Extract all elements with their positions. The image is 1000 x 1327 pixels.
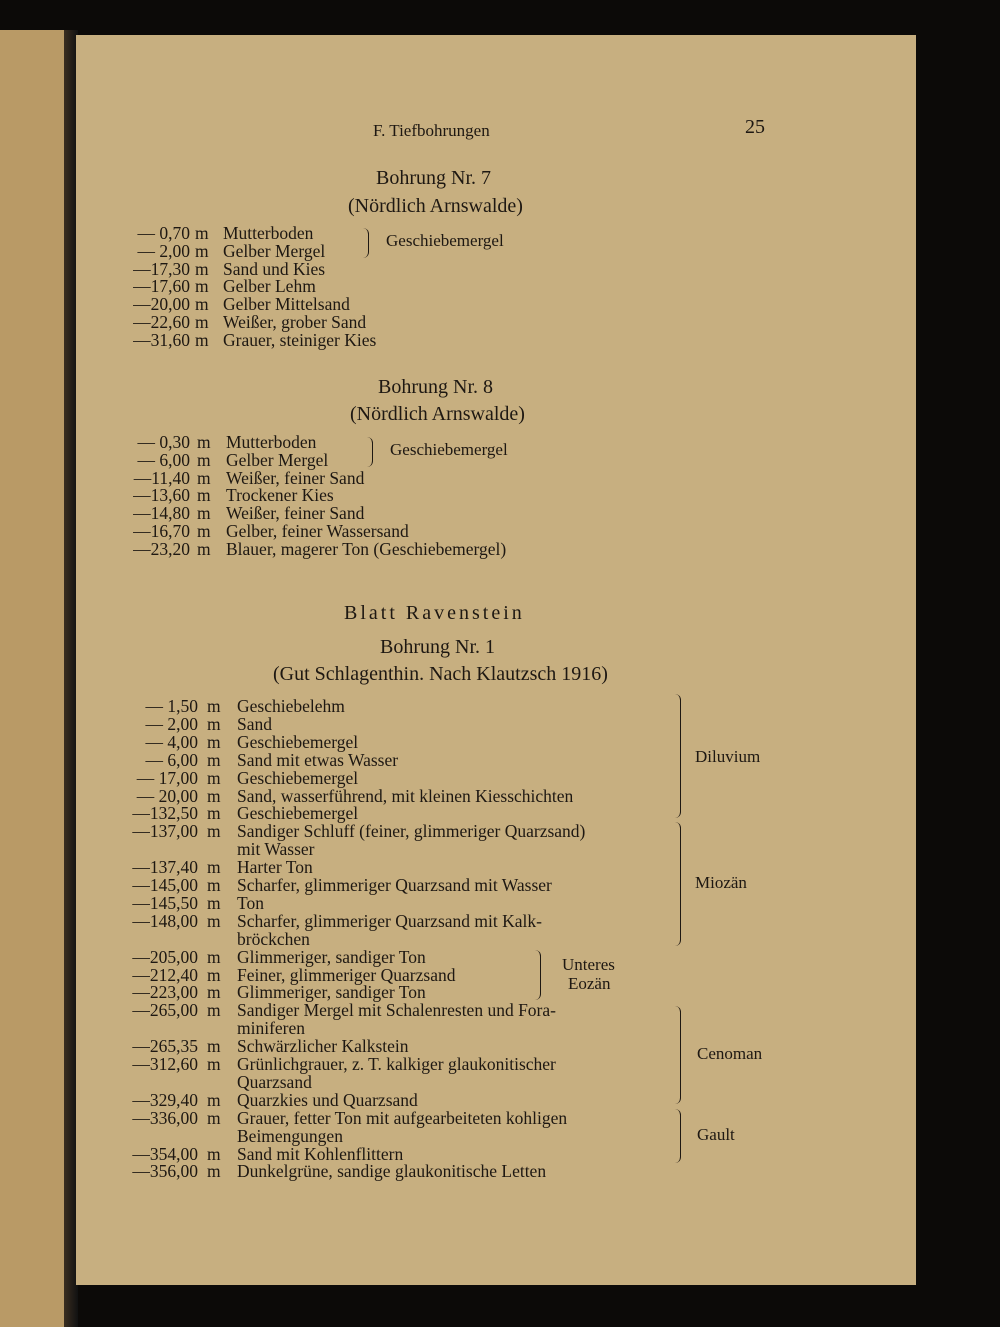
r1-title: Bohrung Nr. 1	[380, 636, 495, 658]
b8-bracket	[366, 437, 373, 467]
b8-subtitle: (Nördlich Arnswalde)	[350, 403, 525, 425]
layer-description: Grauer, steiniger Kies	[223, 329, 377, 350]
b8-title: Bohrung Nr. 8	[378, 376, 493, 398]
depth-value: —212,40	[132, 964, 198, 985]
depth-value: —148,00	[132, 910, 198, 931]
depth-value: —17,60	[133, 276, 190, 297]
depth-value: —137,40	[132, 857, 198, 878]
layer-description: Gelber Mergel	[223, 240, 326, 261]
depth-unit: m	[195, 294, 209, 315]
depth-unit: m	[197, 503, 211, 524]
depth-value: —223,00	[132, 982, 198, 1003]
depth-value: —22,60	[133, 312, 190, 332]
depth-unit: m	[207, 1161, 221, 1182]
r1-subtitle: (Gut Schlagenthin. Nach Klautzsch 1916)	[273, 663, 608, 685]
depth-value: — 6,00	[145, 749, 198, 770]
layer-description: Trockener Kies	[226, 485, 334, 506]
depth-unit: m	[207, 731, 221, 752]
depth-unit: m	[207, 696, 221, 716]
depth-value: —13,60	[133, 485, 190, 506]
layer-description: Glimmeriger, sandiger Ton	[237, 946, 426, 967]
layer-description: Geschiebelehm	[237, 696, 345, 716]
depth-unit: m	[195, 329, 209, 350]
depth-unit: m	[207, 964, 221, 985]
layer-description: Ton	[237, 892, 264, 913]
gault-bracket	[672, 1109, 681, 1163]
b7-group-label: Geschiebemergel	[386, 231, 504, 250]
layer-description: Quarzkies und Quarzsand	[237, 1089, 418, 1110]
layer-description: miniferen	[237, 1018, 306, 1039]
layer-description: Sand mit etwas Wasser	[237, 749, 399, 770]
layer-description: bröckchen	[237, 928, 310, 949]
depth-value: —137,00	[132, 821, 198, 842]
depth-value: —145,00	[132, 875, 198, 895]
depth-unit: m	[207, 1000, 221, 1021]
depth-unit: m	[207, 946, 221, 967]
layer-description: Grauer, fetter Ton mit aufgearbeiteten kohligen	[237, 1107, 568, 1128]
layer-description: Geschiebemergel	[237, 731, 359, 752]
depth-unit: m	[207, 1107, 221, 1128]
depth-value: — 2,00	[145, 713, 198, 734]
depth-unit: m	[197, 538, 211, 559]
depth-value: — 0,30	[137, 432, 190, 452]
b8-group-label: Geschiebemergel	[390, 440, 508, 459]
depth-value: — 4,00	[145, 731, 198, 752]
layer-description: Dunkelgrüne, sandige glaukonitische Letten	[237, 1161, 547, 1182]
depth-unit: m	[207, 982, 221, 1003]
layer-description: Glimmeriger, sandiger Ton	[237, 982, 426, 1003]
depth-value: —31,60	[133, 329, 190, 350]
layer-description: Scharfer, glimmeriger Quarzsand mit Kalk-	[237, 910, 542, 931]
b7-subtitle: (Nördlich Arnswalde)	[348, 195, 523, 217]
depth-unit: m	[195, 240, 209, 261]
depth-value: —329,40	[132, 1089, 198, 1110]
layer-description: Blauer, magerer Ton (Geschiebemergel)	[226, 538, 507, 559]
depth-value: — 2,00	[137, 240, 190, 261]
depth-value: — 20,00	[136, 785, 198, 806]
b7-title: Bohrung Nr. 7	[376, 167, 491, 189]
depth-unit: m	[207, 803, 221, 824]
depth-unit: m	[207, 910, 221, 931]
gault-label: Gault	[697, 1125, 735, 1144]
depth-unit: m	[207, 875, 221, 895]
depth-value: —14,80	[133, 503, 190, 524]
layer-description: Gelber Lehm	[223, 276, 316, 297]
layer-description: Harter Ton	[237, 857, 313, 878]
layer-description: Weißer, feiner Sand	[226, 503, 365, 524]
cenoman-label: Cenoman	[697, 1044, 763, 1063]
layer-description: Beimengungen	[237, 1125, 343, 1146]
layer-description: Sand	[237, 713, 272, 734]
depth-unit: m	[195, 276, 209, 297]
eozaen-bracket	[534, 950, 541, 1000]
layer-description: Gelber, feiner Wassersand	[226, 521, 409, 541]
eozaen-label-1: Unteres	[562, 955, 615, 974]
depth-value: —312,60	[132, 1054, 198, 1074]
depth-unit: m	[207, 749, 221, 770]
depth-unit: m	[207, 767, 221, 788]
depth-unit: m	[207, 892, 221, 913]
depth-unit: m	[207, 857, 221, 878]
diluvium-label: Diluvium	[695, 747, 761, 766]
layer-description: Gelber Mergel	[226, 449, 329, 470]
depth-unit: m	[207, 1089, 221, 1110]
depth-value: — 1,50	[145, 696, 198, 716]
depth-value: —336,00	[132, 1107, 198, 1128]
layer-description: Mutterboden	[223, 223, 314, 243]
layer-description: Sandiger Schluff (feiner, glimmeriger Quarzsand)	[237, 821, 586, 842]
depth-value: —205,00	[132, 946, 198, 967]
depth-value: — 6,00	[137, 449, 190, 470]
layer-description: Mutterboden	[226, 432, 317, 452]
page-number: 25	[745, 116, 765, 138]
layer-description: Sand und Kies	[223, 258, 326, 279]
eozaen-label-2: Eozän	[568, 974, 611, 993]
depth-value: — 0,70	[137, 223, 190, 243]
layer-description: Geschiebemergel	[237, 803, 359, 824]
depth-unit: m	[207, 713, 221, 734]
layer-description: Sand mit Kohlenflittern	[237, 1143, 404, 1164]
layer-description: Scharfer, glimmeriger Quarzsand mit Wasser	[237, 875, 552, 895]
layer-description: Weißer, feiner Sand	[226, 467, 365, 488]
layer-description: Sand, wasserführend, mit kleinen Kiesschichten	[237, 785, 574, 806]
depth-unit: m	[195, 223, 209, 243]
layer-description: Quarzsand	[237, 1071, 312, 1092]
layer-description: Gelber Mittelsand	[223, 294, 350, 315]
depth-unit: m	[207, 821, 221, 842]
layer-description: Schwärzlicher Kalkstein	[237, 1036, 409, 1057]
miozaen-label: Miozän	[695, 873, 747, 892]
depth-value: —145,50	[132, 892, 198, 913]
depth-unit: m	[207, 1143, 221, 1164]
sheet-title: Blatt Ravenstein	[344, 602, 525, 624]
depth-unit: m	[197, 449, 211, 470]
running-title: F. Tiefbohrungen	[373, 121, 490, 140]
layer-description: Weißer, grober Sand	[223, 312, 367, 332]
depth-value: —23,20	[133, 538, 190, 559]
depth-value: —11,40	[133, 467, 190, 488]
layer-description: Grünlichgrauer, z. T. kalkiger glaukonitischer	[237, 1054, 556, 1074]
miozaen-bracket	[672, 822, 681, 946]
depth-value: —356,00	[132, 1161, 198, 1182]
depth-value: —354,00	[132, 1143, 198, 1164]
depth-value: —16,70	[133, 521, 190, 541]
b7-bracket	[362, 228, 369, 258]
facing-page-edge	[0, 30, 64, 1327]
depth-unit: m	[197, 485, 211, 506]
depth-value: — 17,00	[136, 767, 198, 788]
depth-value: —265,00	[132, 1000, 198, 1021]
diluvium-bracket	[672, 694, 681, 818]
depth-unit: m	[197, 521, 211, 541]
layer-description: mit Wasser	[237, 839, 315, 860]
depth-unit: m	[207, 785, 221, 806]
cenoman-bracket	[672, 1006, 681, 1104]
depth-unit: m	[207, 1036, 221, 1057]
depth-value: —132,50	[132, 803, 198, 824]
depth-value: —20,00	[133, 294, 190, 315]
depth-unit: m	[207, 1054, 221, 1074]
depth-unit: m	[197, 432, 211, 452]
depth-value: —265,35	[132, 1036, 198, 1057]
layer-description: Sandiger Mergel mit Schalenresten und Fora-	[237, 1000, 556, 1021]
depth-unit: m	[195, 312, 209, 332]
layer-description: Geschiebemergel	[237, 767, 359, 788]
depth-value: —17,30	[133, 258, 190, 279]
layer-description: Feiner, glimmeriger Quarzsand	[237, 964, 456, 985]
depth-unit: m	[197, 467, 211, 488]
depth-unit: m	[195, 258, 209, 279]
